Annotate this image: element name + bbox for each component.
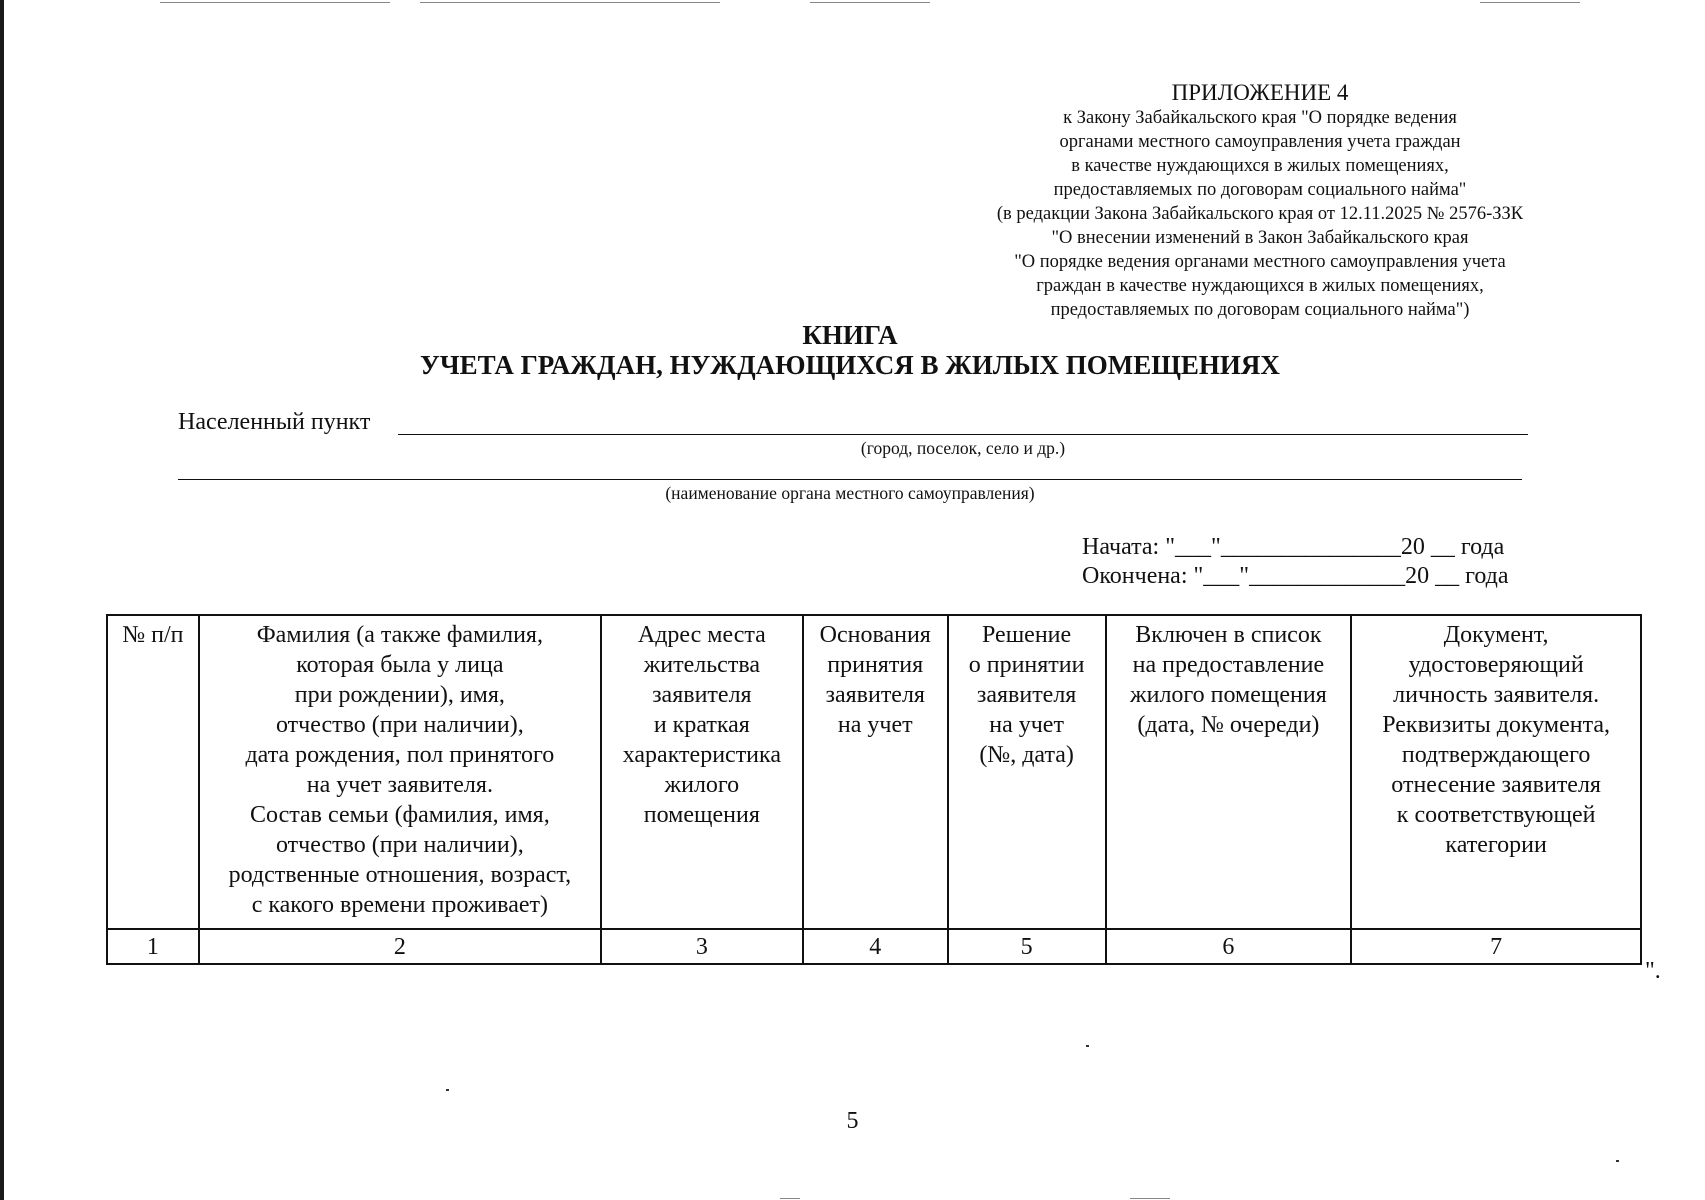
column-number: 1	[107, 929, 199, 964]
book-title-line: КНИГА	[802, 320, 898, 350]
header-line: характеристика	[622, 742, 781, 768]
header-line: жительства	[643, 652, 760, 678]
book-title-line: УЧЕТА ГРАЖДАН, НУЖДАЮЩИХСЯ В ЖИЛЫХ ПОМЕЩЕНИЯХ	[420, 350, 1280, 380]
column-number: 3	[601, 929, 803, 964]
appendix-line: "О порядке ведения органами местного самоуправления учета	[1014, 252, 1506, 272]
column-number: 5	[948, 929, 1106, 964]
settlement-field-line[interactable]	[398, 434, 1528, 435]
scan-speck	[1086, 1045, 1089, 1047]
scan-artifact-line	[160, 2, 390, 3]
appendix-line: (в редакции Закона Забайкальского края от 12.11.2025 № 2576-ЗЗК	[996, 204, 1524, 224]
header-cell-address	[601, 615, 803, 929]
header-line: Реквизиты документа,	[1382, 712, 1611, 738]
page-number: 5	[846, 1108, 859, 1134]
header-cell-document	[1351, 615, 1641, 929]
scan-speck	[446, 1089, 449, 1091]
appendix-line: в качестве нуждающихся в жилых помещениях,	[1071, 156, 1449, 176]
header-line: подтверждающего	[1401, 742, 1591, 768]
book-title	[300, 320, 1400, 380]
scan-edge	[0, 0, 4, 1200]
table-number-row	[107, 929, 1641, 964]
scan-speck	[1616, 1160, 1619, 1162]
header-line: на предоставление	[1132, 652, 1325, 678]
table-header-row	[107, 615, 1641, 929]
header-line: категории	[1445, 832, 1547, 858]
header-line: Решение	[982, 622, 1072, 648]
appendix-line: "О внесении изменений в Закон Забайкальского края	[1051, 228, 1469, 248]
header-line: № п/п	[122, 622, 184, 648]
header-line: Основания	[819, 622, 931, 648]
header-line: жилого	[664, 772, 740, 798]
header-line: отчество (при наличии),	[275, 832, 524, 858]
appendix-title: ПРИЛОЖЕНИЕ 4	[1171, 80, 1349, 105]
registry-table	[106, 614, 1642, 965]
appendix-line: предоставляемых по договорам социального найма")	[1050, 300, 1470, 320]
header-line: заявителя	[825, 682, 925, 708]
scan-artifact-line	[420, 2, 720, 3]
header-line: о принятии	[968, 652, 1085, 678]
authority-field-line[interactable]	[178, 479, 1522, 480]
header-line: дата рождения, пол принятого	[245, 742, 555, 768]
header-line: Состав семьи (фамилия, имя,	[249, 802, 550, 828]
header-line: Документ,	[1443, 622, 1549, 648]
column-number: 7	[1351, 929, 1641, 964]
header-line: родственные отношения, возраст,	[228, 862, 572, 888]
header-cell-decision	[948, 615, 1106, 929]
date-ended: Окончена: "___"_____________20 __ года	[1082, 563, 1509, 589]
appendix-line: органами местного самоуправления учета граждан	[1059, 132, 1461, 152]
authority-hint: (наименование органа местного самоуправления)	[665, 483, 1035, 503]
header-line: заявителя	[652, 682, 752, 708]
header-cell-number	[107, 615, 199, 929]
scan-artifact-line	[1480, 2, 1580, 3]
scan-artifact-line	[810, 2, 930, 3]
settlement-label: Населенный пункт	[178, 409, 371, 435]
header-line: (дата, № очереди)	[1137, 712, 1320, 738]
scan-artifact-line	[780, 1198, 800, 1199]
column-number: 2	[199, 929, 601, 964]
appendix-line: предоставляемых по договорам социального найма"	[1053, 180, 1467, 200]
scan-artifact-line	[1130, 1198, 1170, 1199]
header-line: и краткая	[653, 712, 750, 738]
header-line: с какого времени проживает)	[251, 892, 548, 918]
closing-quote: ".	[1645, 958, 1661, 984]
header-line: принятия	[827, 652, 924, 678]
appendix-line: к Закону Забайкальского края "О порядке ведения	[1063, 108, 1457, 128]
header-line: (№, дата)	[979, 742, 1074, 768]
settlement-hint: (город, поселок, село и др.)	[860, 438, 1066, 458]
header-line: Включен в список	[1135, 622, 1322, 648]
header-line: удостоверяющий	[1408, 652, 1584, 678]
header-line: на учет заявителя.	[306, 772, 493, 798]
date-started: Начата: "___"_______________20 __ года	[1082, 534, 1505, 560]
header-line: которая была у лица	[296, 652, 504, 678]
appendix-block	[960, 78, 1560, 322]
header-line: Фамилия (а также фамилия,	[256, 622, 543, 648]
appendix-line: граждан в качестве нуждающихся в жилых помещениях,	[1036, 276, 1484, 296]
header-line: отчество (при наличии),	[275, 712, 524, 738]
header-line: на учет	[989, 712, 1064, 738]
header-cell-name	[199, 615, 601, 929]
header-line: к соответствующей	[1396, 802, 1596, 828]
header-line: помещения	[643, 802, 760, 828]
header-line: на учет	[837, 712, 913, 738]
column-number: 4	[803, 929, 948, 964]
header-line: при рождении), имя,	[294, 682, 505, 708]
header-cell-list	[1106, 615, 1352, 929]
header-line: личность заявителя.	[1393, 682, 1600, 708]
column-number: 6	[1106, 929, 1352, 964]
header-line: жилого помещения	[1130, 682, 1327, 708]
header-line: отнесение заявителя	[1391, 772, 1601, 798]
header-line: Адрес места	[637, 622, 766, 648]
header-line: заявителя	[976, 682, 1077, 708]
header-cell-grounds	[803, 615, 948, 929]
